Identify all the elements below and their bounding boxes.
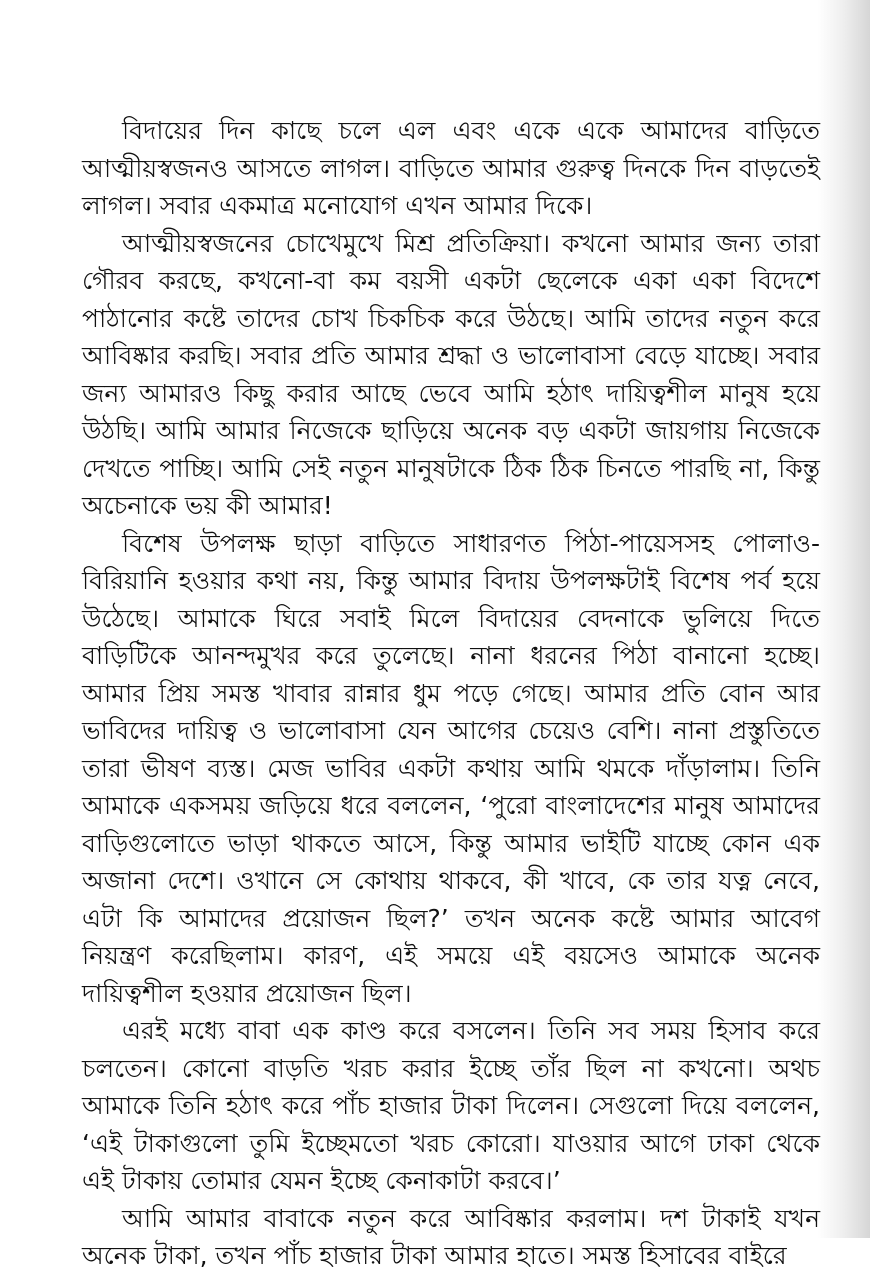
- paragraph-3: বিশেষ উপলক্ষ ছাড়া বাড়িতে সাধারণত পিঠা-পায়েসসহ পোলাও-বিরিয়ানি হওয়ার কথা নয়, কিন্তু আমার বিদায় উপলক্ষটাই বিশেষ পর্ব হয়ে উঠেছে। আমাকে ঘিরে সবাই মিলে বিদায়ের বেদনাকে ভুলিয়ে দিতে বাড়িটিকে আনন্দমুখর করে তুলেছে। নানা ধরনের পিঠা বানানো হচ্ছে। আমার প্রিয় সমস্ত খাবার রান্নার ধুম পড়ে গেছে। আমার প্রতি বোন আর ভাবিদের দায়িত্ব ও ভালোবাসা যেন আগের চেয়েও বেশি। নানা প্রস্তুতিতে তারা ভীষণ ব্যস্ত। মেজ ভাবির একটা কথায় আমি থমকে দাঁড়ালাম। তিনি আমাকে একসময় জড়িয়ে ধরে বললেন, ‘পুরো বাংলাদেশের মানুষ আমাদের বাড়িগুলোতে ভাড়া থাকতে আসে, কিন্তু আমার ভাইটি যাচ্ছে কোন এক অজানা দেশে। ওখানে সে কোথায় থাকবে, কী খাবে, কে তার যত্ন নেবে, এটা কি আমাদের প্রয়োজন ছিল?’ তখন অনেক কষ্টে আমার আবেগ নিয়ন্ত্রণ করেছিলাম। কারণ, এই সময়ে এই বয়সেও আমাকে অনেক দায়িত্বশীল হওয়ার প্রয়োজন ছিল।: [82, 528, 820, 1008]
- paragraph-5: আমি আমার বাবাকে নতুন করে আবিষ্কার করলাম। দশ টাকাই যখন অনেক টাকা, তখন পাঁচ হাজার টাকা আমার হাতে। সমস্ত হিসাবের বাইরে: [82, 1203, 820, 1270]
- paragraph-1: বিদায়ের দিন কাছে চলে এল এবং একে একে আমাদের বাড়িতে আত্মীয়স্বজনও আসতে লাগল। বাড়িতে আমার গুরুত্ব দিনকে দিন বাড়তেই লাগল। সবার একমাত্র মনোযোগ এখন আমার দিকে।: [82, 116, 820, 220]
- paragraph-2: আত্মীয়স্বজনের চোখেমুখে মিশ্র প্রতিক্রিয়া। কখনো আমার জন্য তারা গৌরব করছে, কখনো-বা কম বয়সী একটা ছেলেকে একা একা বিদেশে পাঠানোর কষ্টে তাদের চোখ চিকচিক করে উঠছে। আমি তাদের নতুন করে আবিষ্কার করছি। সবার প্রতি আমার শ্রদ্ধা ও ভালোবাসা বেড়ে যাচ্ছে। সবার জন্য আমারও কিছু করার আছে ভেবে আমি হঠাৎ দায়িত্বশীল মানুষ হয়ে উঠছি। আমি আমার নিজেকে ছাড়িয়ে অনেক বড় একটা জায়গায় নিজেকে দেখতে পাচ্ছি। আমি সেই নতুন মানুষটাকে ঠিক ঠিক চিনতে পারছি না, কিন্তু অচেনাকে ভয় কী আমার!: [82, 228, 820, 520]
- body-text: [82, 112, 820, 1275]
- paragraph-4: এরই মধ্যে বাবা এক কাণ্ড করে বসলেন। তিনি সব সময় হিসাব করে চলতেন। কোনো বাড়তি খরচ করার ইচ্ছে তাঁর ছিল না কখনো। অথচ আমাকে তিনি হঠাৎ করে পাঁচ হাজার টাকা দিলেন। সেগুলো দিয়ে বললেন, ‘এই টাকাগুলো তুমি ইচ্ছেমতো খরচ কোরো। যাওয়ার আগে ঢাকা থেকে এই টাকায় তোমার যেমন ইচ্ছে কেনাকাটা করবে।’: [82, 1016, 820, 1195]
